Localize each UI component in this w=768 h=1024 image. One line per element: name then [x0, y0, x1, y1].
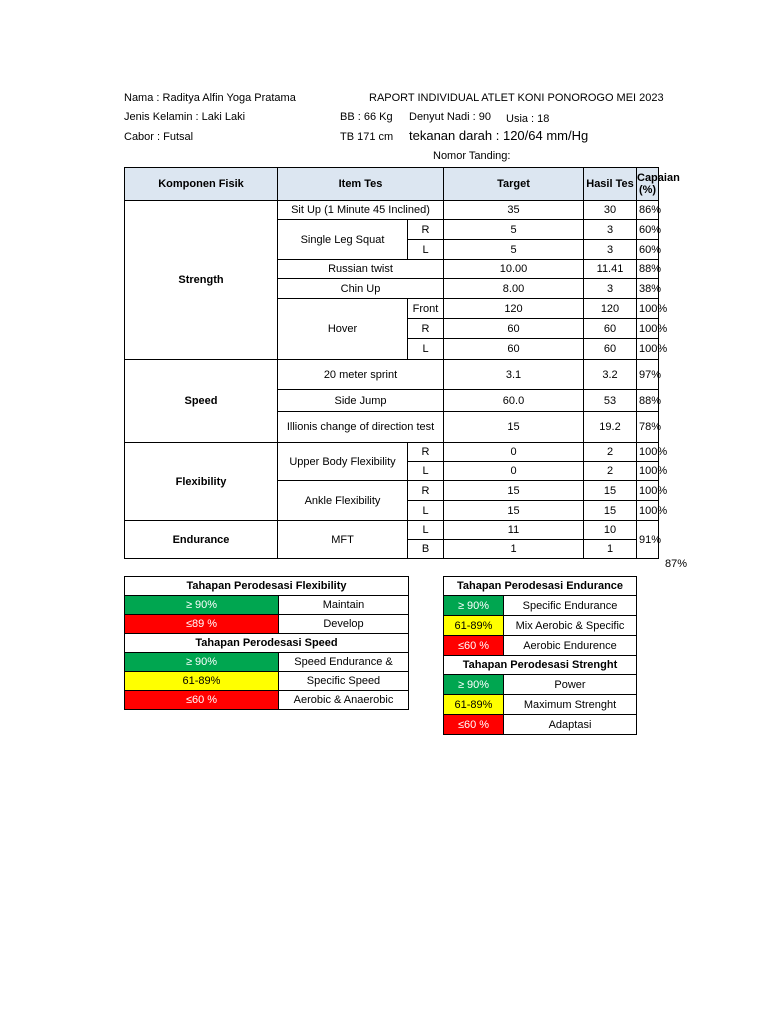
target-cell: 15	[444, 481, 584, 501]
table-row	[125, 443, 659, 462]
legend-range: ≤60 %	[444, 715, 504, 735]
component-endurance: Endurance	[125, 521, 278, 559]
side-cell: R	[408, 443, 444, 462]
side-cell: L	[408, 462, 444, 481]
average-achievement: 87%	[665, 558, 688, 570]
achievement-cell: 78%	[637, 412, 659, 443]
age: Usia : 18	[506, 113, 550, 125]
item-sprint: 20 meter sprint	[278, 360, 444, 390]
legend-flex-speed	[124, 576, 409, 710]
result-cell: 10	[584, 521, 637, 540]
achievement-cell: 100%	[637, 443, 659, 462]
item-hover: Hover	[278, 299, 408, 360]
achievement-cell: 60%	[637, 240, 659, 260]
target-cell: 5	[444, 220, 584, 240]
legend-range: ≥ 90%	[444, 675, 504, 695]
target-cell: 11	[444, 521, 584, 540]
fitness-table	[124, 167, 680, 559]
target-cell: 15	[444, 501, 584, 521]
result-cell: 19.2	[584, 412, 637, 443]
achievement-cell: 100%	[637, 462, 659, 481]
legend-label: Specific Endurance	[504, 596, 637, 616]
component-strength: Strength	[125, 201, 278, 360]
result-cell: 3	[584, 220, 637, 240]
table-row	[125, 201, 659, 220]
legend-endurance-strength	[443, 576, 637, 735]
item-mft: MFT	[278, 521, 408, 559]
sport-branch: Cabor : Futsal	[124, 131, 194, 143]
legend-range: ≤89 %	[125, 615, 279, 634]
achievement-cell: 88%	[637, 260, 659, 279]
achievement-cell: 60%	[637, 220, 659, 240]
col-hasil: Hasil Tes	[584, 168, 637, 201]
table-row	[125, 521, 659, 540]
legend-label: Aerobic & Anaerobic	[279, 691, 409, 710]
achievement-cell: 97%	[637, 360, 659, 390]
item-ankle: Ankle Flexibility	[278, 481, 408, 521]
legend-range: ≤60 %	[125, 691, 279, 710]
target-cell: 35	[444, 201, 584, 220]
target-cell: 60.0	[444, 390, 584, 412]
result-cell: 3	[584, 240, 637, 260]
legend-label: Adaptasi	[504, 715, 637, 735]
body-height: TB 171 cm	[340, 131, 394, 143]
side-cell: R	[408, 319, 444, 339]
legend-range: ≤60 %	[444, 636, 504, 656]
result-cell: 60	[584, 339, 637, 360]
legend-endurance-title: Tahapan Perodesasi Endurance	[444, 577, 637, 596]
side-cell: R	[408, 481, 444, 501]
side-cell: L	[408, 501, 444, 521]
result-cell: 15	[584, 501, 637, 521]
achievement-cell: 100%	[637, 299, 659, 319]
component-speed: Speed	[125, 360, 278, 443]
side-cell: L	[408, 339, 444, 360]
result-cell: 3.2	[584, 360, 637, 390]
target-cell: 5	[444, 240, 584, 260]
target-cell: 15	[444, 412, 584, 443]
target-cell: 1	[444, 540, 584, 559]
result-cell: 120	[584, 299, 637, 319]
achievement-cell: 100%	[637, 481, 659, 501]
achievement-cell: 100%	[637, 319, 659, 339]
result-cell: 60	[584, 319, 637, 339]
legend-label: Speed Endurance &	[279, 653, 409, 672]
target-cell: 8.00	[444, 279, 584, 299]
target-cell: 10.00	[444, 260, 584, 279]
legend-label: Maximum Strenght	[504, 695, 637, 715]
result-cell: 11.41	[584, 260, 637, 279]
achievement-cell: 100%	[637, 339, 659, 360]
item-russian-twist: Russian twist	[278, 260, 444, 279]
legend-range: 61-89%	[125, 672, 279, 691]
result-cell: 2	[584, 443, 637, 462]
report-title: RAPORT INDIVIDUAL ATLET KONI PONOROGO MEI 2023	[369, 92, 664, 104]
legend-strength-title: Tahapan Perodesasi Strenght	[444, 656, 637, 675]
achievement-cell: 88%	[637, 390, 659, 412]
col-komponen: Komponen Fisik	[125, 168, 278, 201]
item-chin-up: Chin Up	[278, 279, 444, 299]
item-situp: Sit Up (1 Minute 45 Inclined)	[278, 201, 444, 220]
legend-range: 61-89%	[444, 616, 504, 636]
side-cell: R	[408, 220, 444, 240]
achievement-cell: 91%	[637, 521, 659, 559]
legend-speed-title: Tahapan Perodesasi Speed	[125, 634, 409, 653]
legend-label: Develop	[279, 615, 409, 634]
side-cell: Front	[408, 299, 444, 319]
achievement-cell: 86%	[637, 201, 659, 220]
legend-range: ≥ 90%	[444, 596, 504, 616]
legend-label: Power	[504, 675, 637, 695]
side-cell: B	[408, 540, 444, 559]
target-cell: 60	[444, 339, 584, 360]
legend-label: Aerobic Endurence	[504, 636, 637, 656]
target-cell: 60	[444, 319, 584, 339]
component-flexibility: Flexibility	[125, 443, 278, 521]
side-cell: L	[408, 521, 444, 540]
result-cell: 53	[584, 390, 637, 412]
item-single-leg-squat: Single Leg Squat	[278, 220, 408, 260]
target-cell: 120	[444, 299, 584, 319]
side-cell: L	[408, 240, 444, 260]
pulse-rate: Denyut Nadi : 90	[409, 111, 491, 123]
capaian-line1: Capaian	[637, 172, 680, 184]
capaian-line2: (%)	[638, 184, 657, 196]
achievement-cell: 38%	[637, 279, 659, 299]
table-row	[125, 360, 659, 390]
result-cell: 15	[584, 481, 637, 501]
gender: Jenis Kelamin : Laki Laki	[124, 111, 246, 123]
legend-label: Specific Speed	[279, 672, 409, 691]
legend-range: 61-89%	[444, 695, 504, 715]
item-illinois: Illionis change of direction test	[278, 412, 444, 443]
result-cell: 1	[584, 540, 637, 559]
legend-flex-title: Tahapan Perodesasi Flexibility	[125, 577, 409, 596]
achievement-cell: 100%	[637, 501, 659, 521]
athlete-name: Nama : Raditya Alfin Yoga Pratama	[124, 92, 296, 104]
body-weight: BB : 66 Kg	[340, 111, 393, 123]
legend-range: ≥ 90%	[125, 653, 279, 672]
target-cell: 0	[444, 462, 584, 481]
result-cell: 3	[584, 279, 637, 299]
item-side-jump: Side Jump	[278, 390, 444, 412]
legend-range: ≥ 90%	[125, 596, 279, 615]
item-upper-body: Upper Body Flexibility	[278, 443, 408, 481]
result-cell: 2	[584, 462, 637, 481]
match-number: Nomor Tanding:	[433, 150, 511, 162]
col-item: Item Tes	[278, 168, 444, 201]
col-capaian	[637, 168, 680, 201]
target-cell: 3.1	[444, 360, 584, 390]
legend-label: Mix Aerobic & Specific	[504, 616, 637, 636]
col-target: Target	[444, 168, 584, 201]
result-cell: 30	[584, 201, 637, 220]
blood-pressure: tekanan darah : 120/64 mm/Hg	[409, 128, 589, 143]
target-cell: 0	[444, 443, 584, 462]
legend-label: Maintain	[279, 596, 409, 615]
